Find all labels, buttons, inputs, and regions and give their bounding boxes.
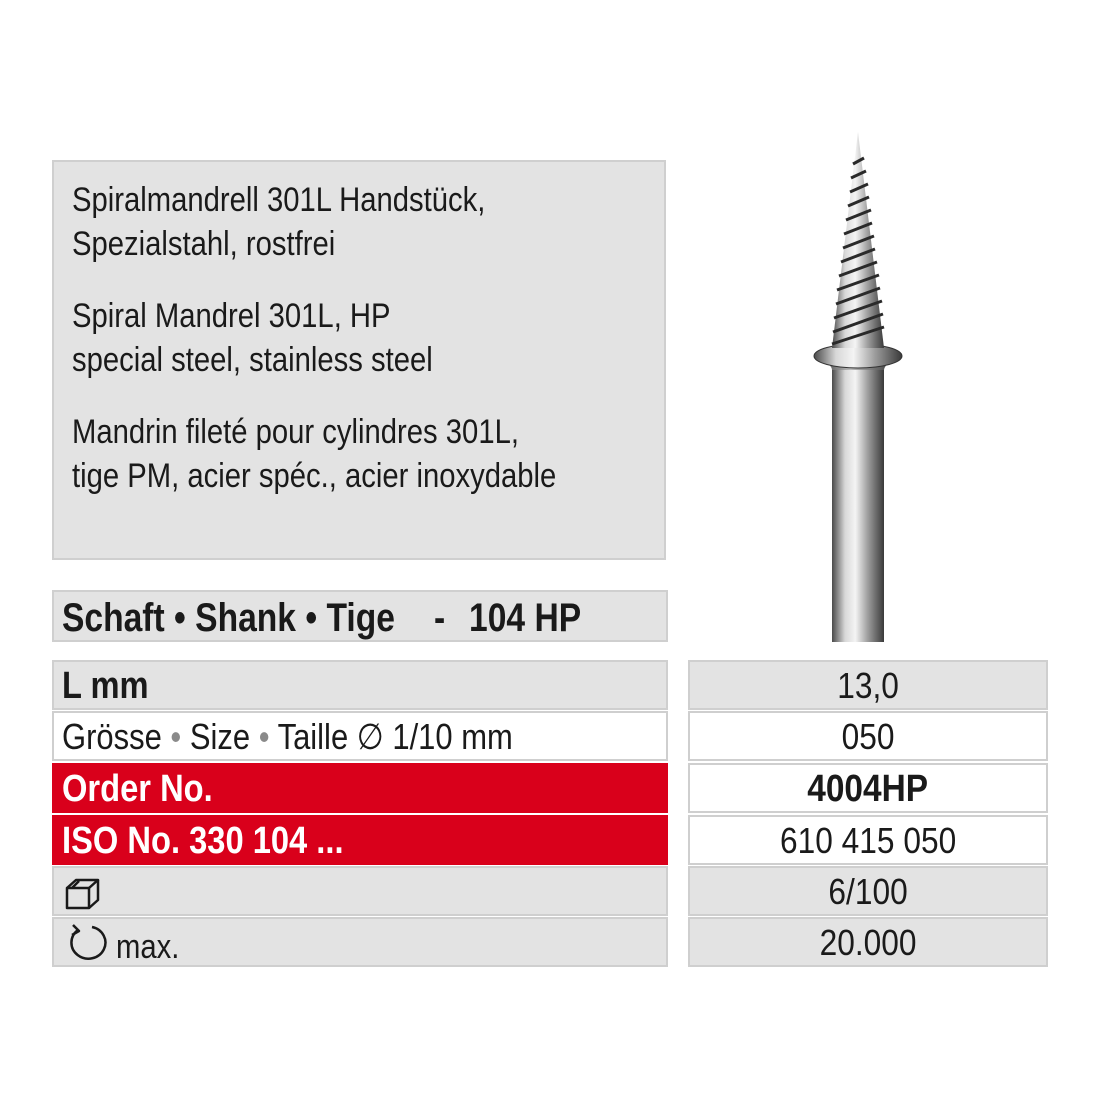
size-unit: ∅ 1/10 mm	[356, 716, 513, 757]
length-label-cell	[52, 660, 668, 710]
description-panel	[52, 160, 666, 560]
description-line: Mandrin fileté pour cylindres 301L,	[72, 413, 519, 451]
package-value-cell	[688, 866, 1048, 916]
description-english	[72, 294, 433, 382]
size-value-cell	[688, 711, 1048, 761]
order-number: 4004HP	[807, 768, 929, 810]
size-label-cell	[52, 711, 668, 761]
shank-label-fr: Tige	[326, 596, 395, 640]
order-label: Order No.	[62, 768, 213, 810]
description-line: Spiralmandrell 301L Handstück,	[72, 181, 486, 219]
shank-bar	[52, 590, 668, 642]
description-french	[72, 410, 556, 498]
package-box-icon	[64, 872, 104, 912]
separator-dot: •	[170, 716, 182, 757]
shank-label-en: Shank	[195, 596, 296, 640]
length-value: 13,0	[837, 665, 899, 706]
description-line: tige PM, acier spéc., acier inoxydable	[72, 457, 557, 495]
rpm-max-label: max.	[116, 928, 180, 966]
rpm-value-cell	[688, 917, 1048, 967]
description-german	[72, 178, 485, 266]
description-line: Spezialstahl, rostfrei	[72, 225, 336, 263]
mandrel-shank	[832, 370, 884, 642]
description-line: Spiral Mandrel 301L, HP	[72, 297, 391, 335]
size-label-de: Grösse	[62, 716, 162, 757]
shank-heading	[62, 596, 581, 641]
rotation-icon	[64, 923, 112, 965]
order-value-cell	[688, 763, 1048, 813]
shank-dash: -	[433, 596, 446, 640]
size-value: 050	[841, 716, 895, 757]
order-label-cell	[52, 763, 668, 813]
size-label-fr: Taille	[277, 716, 349, 757]
shank-label-de: Schaft	[62, 596, 165, 640]
rpm-label-cell	[52, 917, 668, 967]
iso-label-cell	[52, 815, 668, 865]
shank-code: 104 HP	[469, 596, 582, 640]
size-label-en: Size	[189, 716, 251, 757]
size-label	[62, 715, 513, 759]
length-label: L mm	[62, 665, 149, 707]
separator-dot: •	[305, 596, 318, 640]
description-line: special steel, stainless steel	[72, 341, 433, 379]
package-label-cell	[52, 866, 668, 916]
spiral-mandrel-product-image	[780, 120, 960, 650]
length-value-cell	[688, 660, 1048, 710]
iso-number: 610 415 050	[779, 820, 957, 861]
package-quantity: 6/100	[828, 871, 908, 912]
iso-value-cell	[688, 815, 1048, 865]
iso-label: ISO No. 330 104 ...	[62, 820, 344, 862]
rpm-max-value: 20.000	[819, 922, 917, 963]
separator-dot: •	[258, 716, 270, 757]
separator-dot: •	[174, 596, 186, 640]
